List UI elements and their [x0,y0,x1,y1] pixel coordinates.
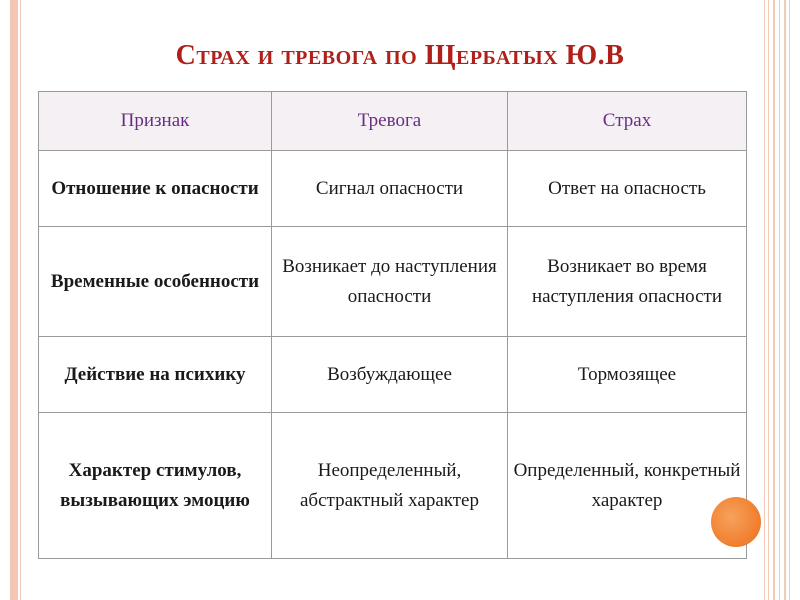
right-stripes-decoration [764,0,790,600]
table-row [39,413,747,559]
table-row [39,227,747,337]
comparison-table [38,91,747,559]
row-anxiety: Неопределенный, абстрактный характер [272,413,508,559]
row-feature: Отношение к опасности [39,151,272,227]
row-feature: Характер стимулов, вызывающих эмоцию [39,413,272,559]
header-fear: Страх [508,92,747,151]
left-border-line [20,0,21,600]
left-border-decoration [10,0,18,600]
table-row [39,337,747,413]
table-header-row [39,92,747,151]
row-anxiety: Сигнал опасности [272,151,508,227]
header-feature: Признак [39,92,272,151]
slide-title: Страх и тревога по Щербатых Ю.В [175,40,625,71]
row-anxiety: Возникает до наступления опасности [272,227,508,337]
row-anxiety: Возбуждающее [272,337,508,413]
row-feature: Действие на психику [39,337,272,413]
header-anxiety: Тревога [272,92,508,151]
row-fear: Возникает во время наступления опасности [508,227,747,337]
row-fear: Определенный, конкретный характер [508,413,747,559]
row-fear: Ответ на опасность [508,151,747,227]
orange-circle-decoration [711,497,761,547]
row-feature: Временные особенности [39,227,272,337]
row-fear: Тормозящее [508,337,747,413]
table-row [39,151,747,227]
